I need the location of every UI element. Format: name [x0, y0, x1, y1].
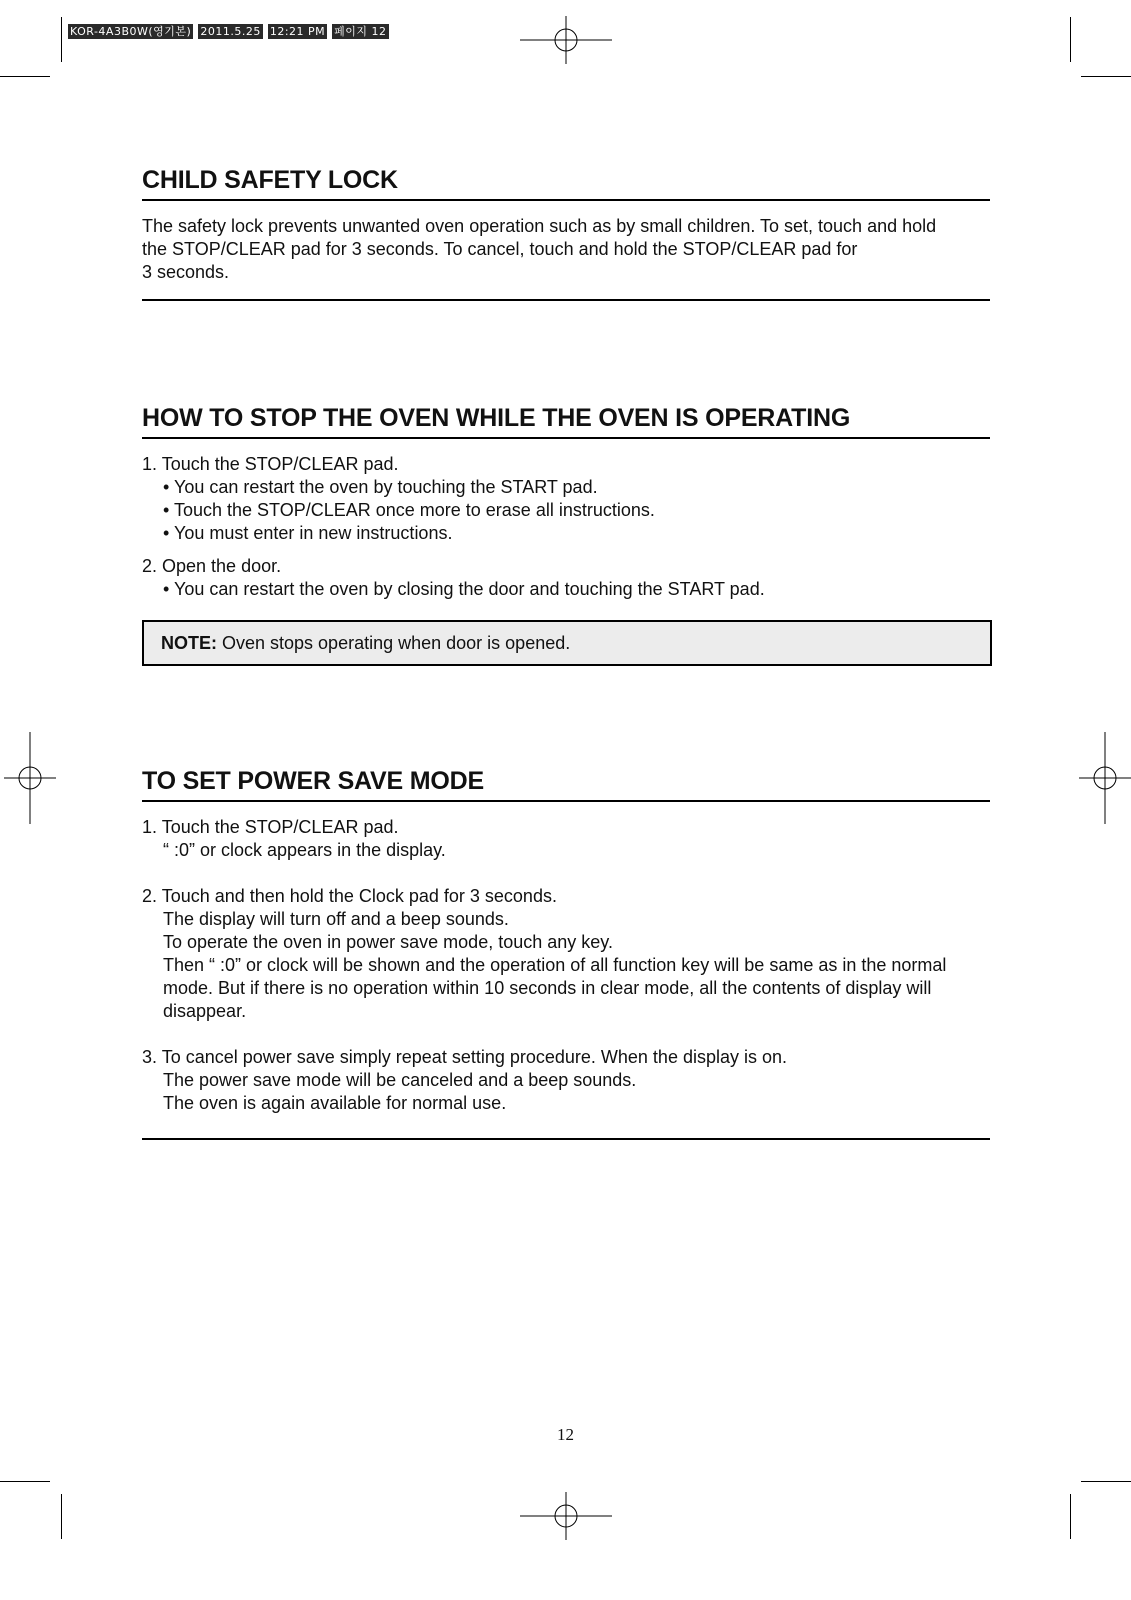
registration-mark-top [520, 14, 612, 66]
note-box [142, 620, 992, 666]
body-line: 3 seconds. [142, 262, 230, 282]
step-label: 2. Touch and then hold the Clock pad for 3 seconds. [142, 886, 557, 906]
section-how-to-stop [142, 403, 990, 601]
printer-slug [68, 24, 389, 39]
step-line: The display will turn off and a beep sounds. [163, 909, 509, 929]
step-label: 1. Touch the STOP/CLEAR pad. [142, 454, 399, 474]
slug-file: KOR-4A3B0W(영기본) [70, 25, 192, 38]
step-line: “ :0” or clock appears in the display. [163, 840, 446, 860]
bullet-item: • You can restart the oven by closing the door and touching the START pad. [163, 579, 765, 599]
bullet-item: • You can restart the oven by touching the START pad. [163, 477, 598, 497]
step-label: 2. Open the door. [142, 556, 282, 576]
step-line: To operate the oven in power save mode, touch any key. [163, 932, 613, 952]
step-label: 1. Touch the STOP/CLEAR pad. [142, 817, 399, 837]
slug-page: 페이지 12 [334, 25, 387, 38]
step-line: The oven is again available for normal use. [163, 1093, 507, 1113]
section-child-safety-lock [142, 165, 990, 301]
bullet-item: • You must enter in new instructions. [163, 523, 453, 543]
bullet-item: • Touch the STOP/CLEAR once more to erase all instructions. [163, 500, 655, 520]
slug-time: 12:21 PM [269, 25, 326, 38]
step-list [142, 453, 990, 601]
section-title: TO SET POWER SAVE MODE [142, 766, 990, 802]
step-line: Then “ :0” or clock will be shown and the operation of all function key will be same as in the normal [163, 955, 947, 975]
section-title: HOW TO STOP THE OVEN WHILE THE OVEN IS OPERATING [142, 403, 990, 439]
registration-mark-left [4, 732, 56, 824]
slug-date: 2011.5.25 [200, 25, 261, 38]
step-line: disappear. [163, 1001, 247, 1021]
step-list [142, 816, 990, 1115]
step-line: mode. But if there is no operation within 10 seconds in clear mode, all the contents of display will [163, 978, 932, 998]
registration-mark-bottom [520, 1490, 612, 1542]
step-label: 3. To cancel power save simply repeat setting procedure. When the display is on. [142, 1047, 788, 1067]
note-text: Oven stops operating when door is opened. [217, 633, 571, 653]
body-line: The safety lock prevents unwanted oven operation such as by small children. To set, touch and hold [142, 216, 937, 236]
step-line: The power save mode will be canceled and a beep sounds. [163, 1070, 637, 1090]
section-title: CHILD SAFETY LOCK [142, 165, 990, 201]
note-label: NOTE: [161, 633, 217, 653]
body-line: the STOP/CLEAR pad for 3 seconds. To cancel, touch and hold the STOP/CLEAR pad for [142, 239, 858, 259]
registration-mark-right [1079, 732, 1131, 824]
section-rule [142, 299, 990, 301]
section-power-save-mode [142, 766, 990, 1140]
section-rule [142, 1138, 990, 1140]
page-number: 12 [557, 1425, 574, 1444]
